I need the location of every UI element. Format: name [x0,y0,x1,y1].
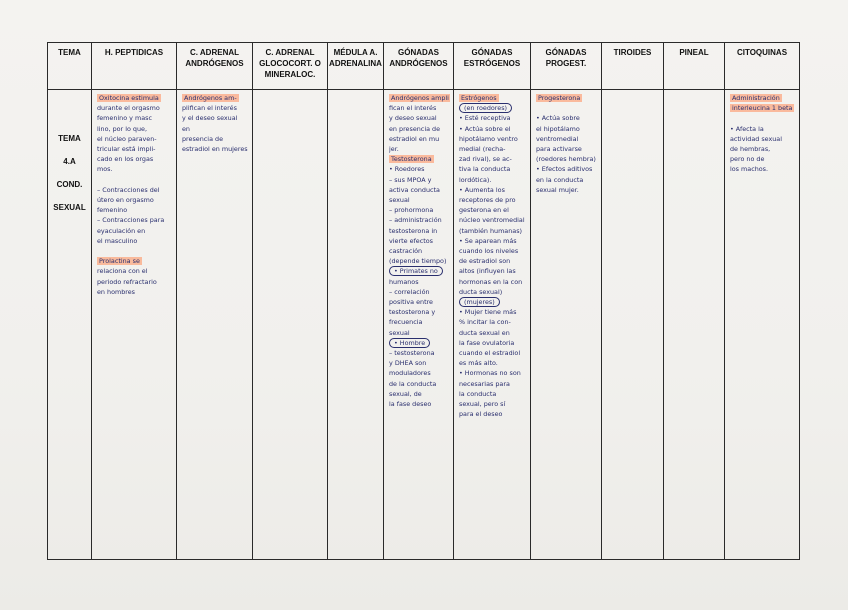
note-text: vierte efectos [389,236,433,245]
note-line [730,144,796,154]
note-line [97,124,173,134]
note-text: receptores de pro [459,196,516,205]
note-text: activa conducta [389,185,440,194]
note-line [97,277,173,287]
note-line [389,226,450,236]
note-text: • Roedores [389,165,425,174]
tema-number: 4.A [63,157,76,166]
note-text: estradiol en mujeres [182,145,248,154]
note-line [730,164,796,174]
note-line [389,195,450,205]
note-line [389,287,450,297]
note-line [459,266,527,276]
cell-peptidicas [92,90,177,560]
note-line [97,154,173,164]
note-line [459,368,527,378]
header-citoquinas: CITOQUINAS [725,43,800,90]
note-text: castración [389,247,423,256]
highlighted-term: Estrógenos [461,94,497,102]
note-line [536,113,598,123]
note-line [536,134,598,144]
note-line [389,399,450,409]
note-line [389,317,450,327]
note-text: el hipotálamo [536,124,580,133]
note-line [536,185,598,195]
note-line [389,134,450,144]
note-line [536,164,598,174]
note-line [730,154,796,164]
note-line [459,144,527,154]
note-line [97,185,173,195]
note-line [730,134,796,144]
note-text: altos (influyen las [459,267,516,276]
note-text: en hombres [97,287,136,296]
circled-term: (mujeres) [459,297,500,307]
content-row [48,90,800,560]
note-line [536,93,598,103]
note-line [182,93,249,103]
note-text: la conducta [459,389,497,398]
note-line [459,399,527,409]
note-line [389,103,450,113]
note-text: femenino [97,206,128,215]
note-line [730,113,796,123]
note-text: relaciona con el [97,267,148,276]
note-line [459,287,527,297]
note-line [389,348,450,358]
note-text: – Contracciones para [97,216,165,225]
note-text: tricular está impli- [97,145,156,154]
note-text [536,104,538,112]
note-text: • Actúa sobre [536,114,580,123]
note-text: para activarse [536,145,582,154]
note-text: lordótica). [459,175,492,184]
note-text: estradiol en mu [389,134,440,143]
note-line [730,93,796,103]
note-text: zad rival), se ac- [459,155,512,164]
circled-term: • Primates no [389,266,443,276]
note-line [389,205,450,215]
note-line [389,338,450,348]
note-line [459,195,527,205]
note-line [459,226,527,236]
notes-table [47,42,800,560]
note-text: sexual [389,328,410,337]
note-text: en la conducta [536,175,584,184]
note-text: • Se aparean más [459,236,517,245]
highlighted-term: interleucina 1 beta [732,104,793,113]
note-text: humanos [389,277,419,286]
highlighted-term: Administración [732,94,780,102]
note-text: • Efectos aditivos [536,165,593,174]
cell-pineal [664,90,725,560]
note-text: los machos. [730,165,769,174]
note-line [459,103,527,113]
note-line [97,195,173,205]
note-line [97,215,173,225]
note-text: el núcleo paraven- [97,134,157,143]
note-line [459,134,527,144]
note-line [459,389,527,399]
note-text: actividad sexual [730,134,783,143]
note-text: eyaculación en [97,226,146,235]
note-line [389,236,450,246]
note-line [459,164,527,174]
note-text: tiva la conducta [459,165,511,174]
note-line [459,256,527,266]
note-line [97,246,173,256]
note-text: • Afecta la [730,124,764,133]
note-line [459,297,527,307]
note-line [97,134,173,144]
note-text: hormonas en la con [459,277,523,286]
note-text: fican el interés [389,104,437,113]
note-line [97,226,173,236]
note-line [389,144,450,154]
header-medula: MÉDULA A. ADRENALINA [328,43,384,90]
highlighted-term: Oxitocina estimula [99,94,159,102]
note-text: sexual [389,196,410,205]
note-text: la fase deseo [389,400,432,409]
note-line [389,113,450,123]
note-text: sexual mujer. [536,185,579,194]
note-text: y el deseo sexual [182,114,238,123]
note-line [389,328,450,338]
note-line [389,215,450,225]
note-text: % incitar la con- [459,318,511,327]
note-line [459,154,527,164]
tema-label: TEMA [58,134,81,143]
note-text: positiva entre [389,298,433,307]
header-tiroides: TIROIDES [602,43,664,90]
note-line [389,93,450,103]
note-text: ducta sexual) [459,287,503,296]
note-text: • Actúa sobre el [459,124,511,133]
note-line [182,124,249,134]
note-line [97,205,173,215]
note-text: – correlación [389,287,430,296]
note-line [389,379,450,389]
note-line [97,93,173,103]
note-text: durante el orgasmo [97,104,160,113]
header-pineal: PINEAL [664,43,725,90]
note-line [459,379,527,389]
note-line [459,215,527,225]
note-line [459,348,527,358]
note-text [97,176,99,184]
note-text: femenino y masc [97,114,152,123]
note-line [97,103,173,113]
note-line [97,164,173,174]
note-text: gesterona en el [459,206,509,215]
header-gonadas-estrogenos: GÓNADAS ESTRÓGENOS [454,43,531,90]
circled-term: • Hombre [389,338,430,348]
note-line [182,144,249,154]
note-line [459,236,527,246]
highlighted-term: Andrógenos am- [184,94,237,102]
note-text: pero no de [730,155,765,164]
note-text: (también humanas) [459,226,523,235]
note-text: sexual, pero sí [459,400,506,409]
note-text: (roedores hembra) [536,155,596,164]
cell-tema [48,90,92,560]
note-text: – sus MPOA y [389,175,432,184]
note-text: la fase ovulatoria [459,338,515,347]
note-text: y DHEA son [389,359,427,368]
note-line [459,358,527,368]
circled-term: (en roedores) [459,103,512,113]
note-line [536,154,598,164]
note-text: – administración [389,216,442,225]
note-text [730,114,732,122]
note-line [389,389,450,399]
note-line [389,368,450,378]
note-line [97,256,173,266]
header-adrenal-androgenos: C. ADRENAL ANDRÓGENOS [177,43,253,90]
note-text: testosterona y [389,308,436,317]
note-text [97,247,99,255]
note-text: • Esté receptiva [459,114,511,123]
note-text: presencia de [182,134,224,143]
tema-cond: COND. [56,180,83,189]
note-text: sexual, de [389,389,422,398]
note-text: – Contracciones del [97,185,160,194]
note-line [389,175,450,185]
note-text: el masculino [97,236,138,245]
note-line [536,124,598,134]
note-text: jer. [389,145,399,154]
highlighted-term: Testosterona [391,155,432,164]
highlighted-term: Andrógenos ampli [391,94,449,102]
note-text: en presencia de [389,124,441,133]
note-text: periodo refractario [97,277,157,286]
note-line [97,175,173,185]
note-text: plifican el interés [182,104,237,113]
note-line [97,113,173,123]
note-text: cuando el estradiol [459,349,521,358]
note-line [389,266,450,276]
note-text: moduladores [389,369,431,378]
note-text: ventromedial [536,134,579,143]
note-text: lino, por lo que, [97,124,147,133]
note-text: – testosterona [389,349,435,358]
note-line [536,175,598,185]
note-text: en [182,124,190,133]
cell-gonadas-estrogenos [454,90,531,560]
cell-adrenal-glucocort [253,90,328,560]
note-text: • Mujer tiene más [459,308,517,317]
note-text: medial (recha- [459,145,506,154]
note-line [459,185,527,195]
note-text: de hembras, [730,145,771,154]
note-text: y deseo sexual [389,114,437,123]
note-line [97,144,173,154]
note-text: frecuencia [389,318,423,327]
note-text: ducta sexual en [459,328,510,337]
header-peptidicas: H. PEPTIDICAS [92,43,177,90]
note-line [389,297,450,307]
note-text: de estradiol son [459,257,511,266]
note-text: necesarias para [459,379,510,388]
note-line [459,277,527,287]
note-line [182,113,249,123]
note-text: núcleo ventromedial [459,216,525,225]
note-text: mos. [97,165,113,174]
note-line [730,124,796,134]
note-line [97,266,173,276]
cell-gonadas-progest [531,90,602,560]
note-line [97,287,173,297]
cell-medula [328,90,384,560]
note-text: testosterona in [389,226,438,235]
note-text: (depende tiempo) [389,257,447,266]
note-line [389,124,450,134]
note-text: • Aumenta los [459,185,505,194]
note-line [730,103,796,113]
header-adrenal-glucocort: C. ADRENAL GLOCOCORT. O MINERALOC. [253,43,328,90]
cell-gonadas-androgenos [384,90,454,560]
tema-sexual: SEXUAL [53,203,86,212]
note-line [459,307,527,317]
note-line [389,277,450,287]
note-line [389,256,450,266]
note-line [536,144,598,154]
note-line [182,134,249,144]
note-line [459,246,527,256]
header-gonadas-progest: GÓNADAS PROGEST. [531,43,602,90]
note-line [459,409,527,419]
cell-tiroides [602,90,664,560]
note-text: cado en los orgas [97,155,154,164]
note-line [389,185,450,195]
note-line [459,124,527,134]
note-line [389,358,450,368]
highlighted-term: Prolactina se [99,257,140,266]
note-line [389,164,450,174]
note-text: hipotálamo ventro [459,134,518,143]
note-line [459,175,527,185]
note-line [459,93,527,103]
header-tema: TEMA [48,43,92,90]
note-text: – prohormona [389,206,434,215]
note-line [459,317,527,327]
note-text: cuando los niveles [459,247,519,256]
note-text: es más alto. [459,359,498,368]
note-line [536,103,598,113]
note-line [389,154,450,164]
note-line [182,103,249,113]
highlighted-term: Progesterona [538,94,581,102]
cell-adrenal-androgenos [177,90,253,560]
note-line [389,246,450,256]
header-row [48,43,800,90]
note-line [459,338,527,348]
note-text: de la conducta [389,379,437,388]
note-line [389,307,450,317]
note-line [459,113,527,123]
note-text: para el deseo [459,410,503,419]
cell-citoquinas [725,90,800,560]
header-gonadas-androgenos: GÓNADAS ANDRÓGENOS [384,43,454,90]
note-line [97,236,173,246]
note-line [459,205,527,215]
note-line [459,328,527,338]
note-text: • Hormonas no son [459,369,521,378]
note-text: útero en orgasmo [97,196,154,205]
